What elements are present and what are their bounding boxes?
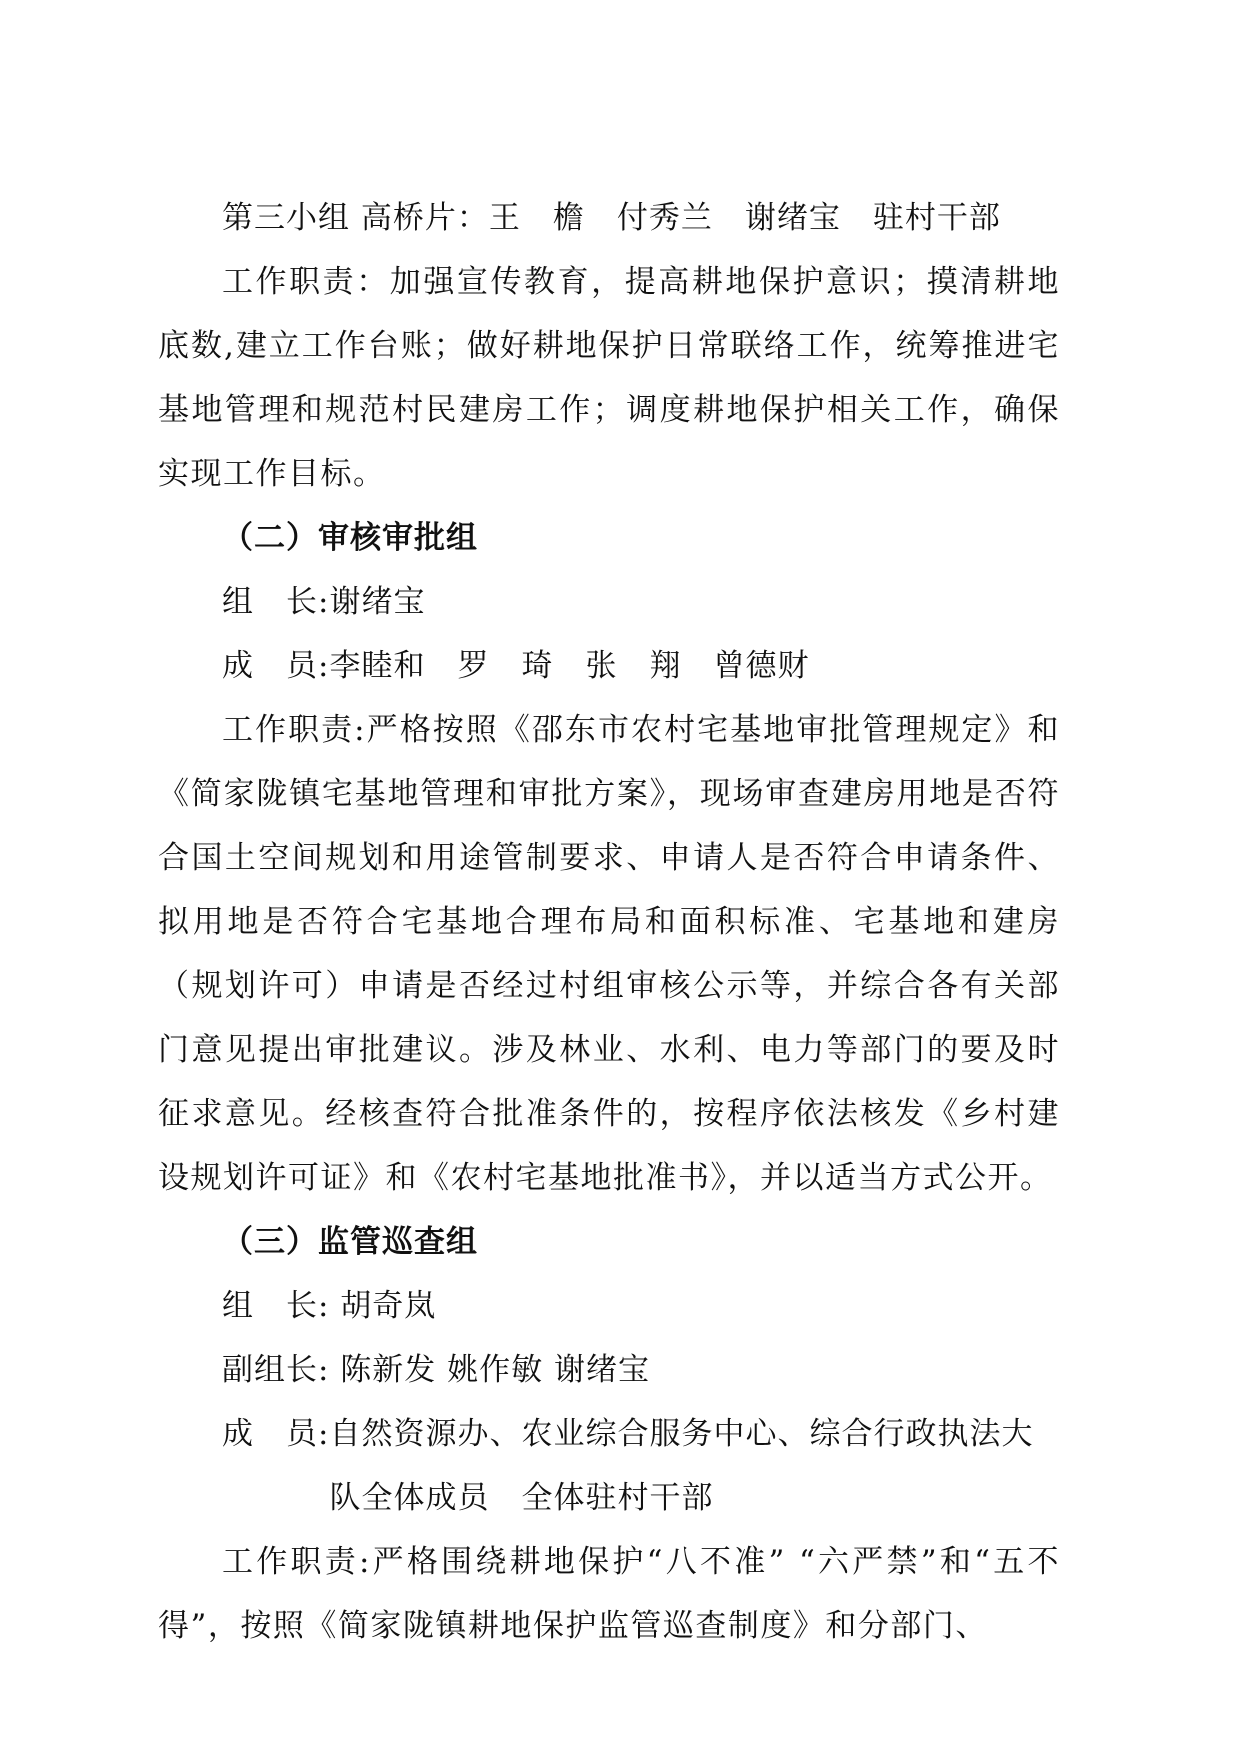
patrol-members-label: 成 员: [222,1416,330,1452]
section-heading-review-approval: （二）审核审批组 [222,520,478,556]
duty-paragraph-2: 工作职责:严格按照《邵东市农村宅基地审批管理规定》和《简家陇镇宅基地管理和审批方案》，现场审查建房用地是否符合国土空间规划和用途管制要求、申请人是否符合申请条件、拟用地是否符合宅基地合理布局和面积标准、宅基地和建房（规划许可）申请是否经过村组审核公示等，并综合各有关部门意见提出审批建议。涉及林业、水利、电力等部门的要及时征求意见。经核查符合批准条件的，按程序依法核发《乡村建设规划许可证》和《农村宅基地批准书》，并以适当方式公开。 [158,712,1060,1196]
duty-paragraph-3: 工作职责:严格围绕耕地保护“八不准” “六严禁”和“五不得”，按照《简家陇镇耕地保护监管巡查制度》和分部门、 [158,1544,1060,1644]
review-group-members: 成 员:李睦和 罗 琦 张 翔 曾德财 [222,648,810,684]
patrol-group-leader: 组 长: 胡奇岚 [222,1288,437,1324]
review-group-leader: 组 长:谢绪宝 [222,584,426,620]
group3-members-line: 第三小组 高桥片：王 檐 付秀兰 谢绪宝 驻村干部 [222,200,1001,236]
patrol-group-members [158,1402,1060,1530]
duty-paragraph-1: 工作职责：加强宣传教育，提高耕地保护意识；摸清耕地底数,建立工作台账；做好耕地保护日常联络工作，统筹推进宅基地管理和规范村民建房工作；调度耕地保护相关工作，确保实现工作目标。 [158,264,1060,492]
document-body [158,186,1060,1658]
patrol-group-deputy-leaders: 副组长: 陈新发 姚作敏 谢绪宝 [222,1352,651,1388]
patrol-members-value: 自然资源办、农业综合服务中心、综合行政执法大队全体成员 全体驻村干部 [329,1416,1034,1516]
section-heading-supervision-patrol: （三）监管巡查组 [222,1224,478,1260]
